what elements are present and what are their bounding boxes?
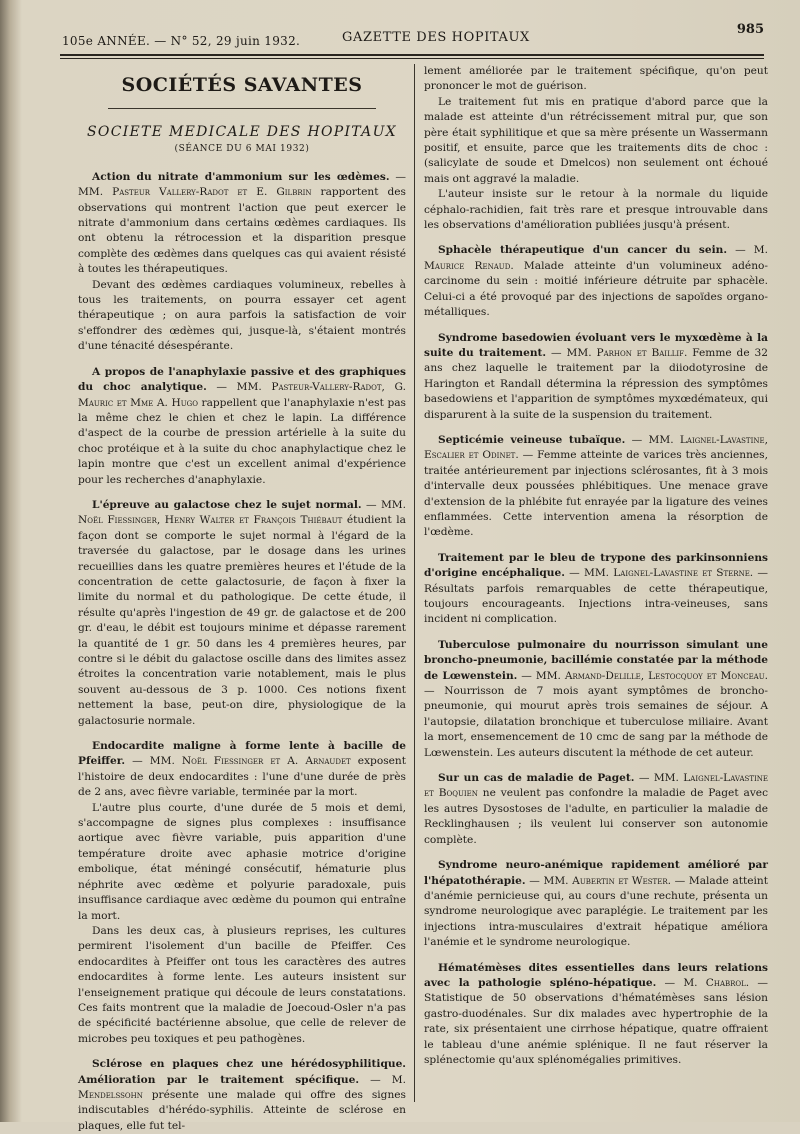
article-title: Septicémie veineuse tubaïque. (438, 433, 626, 446)
article-entry (424, 858, 768, 950)
article-title: Sclérose en plaques chez une hérédosyphilitique. Amélioration par le traitement spécifique. (78, 1058, 406, 1086)
article-text: lement améliorée par le traitement spécifique, qu'on peut prononcer le mot de guérison. (424, 65, 768, 93)
journal-title: GAZETTE DES HOPITAUX (342, 30, 530, 45)
article-paragraph: L'autre plus courte, d'une durée de 5 mois et demi, s'accompagne de signes plus complexes : insuffisance aortique avec fièvre variable, puis apparition d'une température droite avec aphasie motrice d'origine embolique, état méningé consécutif, hématurie plus néphrite avec œdème et polyurie paradoxale, puis insuffisance cardiaque avec œdème du poumon qui entraîne la mort. (78, 801, 406, 922)
article-authors: — MM. Noël Fiessinger et A. Arnaudet (125, 755, 351, 768)
article-text: — Malade atteint d'anémie pernicieuse qui, au cours d'une rechute, présenta un syndrome neurologique avec paraplégie. Le traitement par les injections intra-musculaires d'extrait hépatique améliora l'anémie et le syndrome neurologique. (424, 874, 768, 949)
section-title: SOCIÉTÉS SAVANTES (121, 74, 363, 96)
article-entry (424, 638, 768, 761)
column-divider (414, 64, 415, 1102)
article-authors: — MM. Parhon et Baillif. (546, 346, 688, 359)
article-title: Syndrome neuro-anémique rapidement amélioré par l'hépatothérapie. (424, 859, 768, 887)
article-text: — Résultats parfois remarquables de cette thérapeutique, toujours encourageants. Injections intra-veineuses, sans incident ni complication. (424, 567, 768, 626)
article-entry (424, 331, 768, 423)
article-entry (78, 170, 406, 355)
header-rule (60, 54, 764, 59)
article-text: — Statistique de 50 observations d'hématémèses sans lésion gastro-duodénales. Sur dix malades avec hypertrophie de la rate, six présentaient une cirrhose hépatique, quatre offraient le tableau d'une anémie splénique. Il ne faut réserver la splénectomie qu'aux splénomégalies primitives. (424, 976, 768, 1066)
article-text: rapportent des observations qui montrent l'action que peut exercer le nitrate d'ammonium dans certains œdèmes cardiaques. Ils ont obtenu la rétrocession et la disparition presque complète des œdèmes dans quelques cas qui avaient résisté à toutes les thérapeutiques. (78, 186, 406, 276)
article-entry (424, 433, 768, 541)
article-entry (424, 771, 768, 848)
article-title: A propos de l'anaphylaxie passive et des graphiques du choc analytique. (78, 365, 406, 394)
title-rule (108, 108, 376, 109)
article-paragraph: L'auteur insiste sur le retour à la normale du liquide céphalo-rachidien, fait très rare et presque introuvable dans les observations d'amélioration publiées jusqu'à présent. (424, 188, 768, 232)
article-text: présente une malade qui offre des signes indiscutables d'hérédo-syphilis. Atteinte de sclérose en plaques, elle fut tel- (78, 1088, 406, 1132)
article-authors: — MM. Laignel-Lavastine et Boquien (424, 772, 769, 800)
article-entry (78, 1057, 406, 1134)
article-authors: — MM. Pasteur Vallery-Radot et E. Gilbrin (78, 170, 407, 199)
article-entry (424, 243, 768, 320)
page-number: 985 (736, 22, 764, 37)
article-entry (78, 498, 406, 729)
article-title: Hématémèses dites essentielles dans leurs relations avec la pathologie spléno-hépatique. (424, 961, 768, 989)
article-title: Sphacèle thérapeutique d'un cancer du sein. (438, 244, 728, 257)
seance-date: (SÉANCE DU 6 MAI 1932) (174, 144, 310, 155)
issue-line: 105e ANNÉE. — N° 52, 29 juin 1932. (62, 34, 301, 48)
article-authors: — MM. Aubertin et Wester. (525, 874, 671, 887)
article-text: exposent l'histoire de deux endocardites : l'une d'une durée de près de 2 ans, avec fièvre variable, terminée par la mort. (78, 755, 406, 799)
article-authors: — M. Maurice Renaud. (424, 244, 768, 272)
article-paragraph: Devant des œdèmes cardiaques volumineux, rebelles à tous les traitements, on pourra essayer cet agent thérapeutique ; on aura parfois la satisfaction de voir s'effondrer des œdèmes qui, jusque-là, s'étaient montrés d'une ténacité désespérante. (78, 278, 406, 353)
article-authors: — M. Chabrol. (656, 976, 750, 989)
article-authors: — MM. Laignel-Lavastine, Escalier et Odinet. (424, 433, 768, 462)
article-text: — Nourrisson de 7 mois ayant symptômes de broncho-pneumonie, qui mourut après trois semaines de séjour. A l'autopsie, dilatation bronchique et tuberculose miliaire. Avant la mort, ensemencement de 10 cmc de sang par la méthode de Lœwenstein. Les auteurs discutent la méthode de cet auteur. (424, 685, 768, 759)
article-text: Femme de 32 ans chez laquelle le traitement par la diiodotyrosine de Harington et Randall détermina la répression des symptômes basedowiens et l'apparition de symptômes myxœdémateux, qui disparurent à la suite de la suspension du traitement. (424, 346, 768, 421)
article-title: Sur un cas de maladie de Paget. (438, 772, 635, 785)
society-name: SOCIETE MEDICALE DES HOPITAUX (87, 124, 397, 140)
article-title: Syndrome basedowien évoluant vers le myxœdème à la suite du traitement. (424, 331, 768, 359)
article-entry (78, 365, 406, 488)
article-authors: — M. Mendelssohn (78, 1073, 407, 1101)
article-title: Traitement par le bleu de trypone des parkinsonniens d'origine encéphalique. (424, 551, 768, 580)
article-title: Action du nitrate d'ammonium sur les œdèmes. (92, 170, 390, 183)
article-title: L'épreuve au galactose chez le sujet normal. (92, 498, 362, 511)
article-entry (78, 739, 406, 1047)
page-header (62, 22, 768, 52)
article-authors: — MM. Laignel-Lavastine et Sterne. (564, 567, 754, 580)
article-entry (424, 961, 768, 1069)
article-text: étudient la façon dont se comporte le sujet normal à l'égard de la traversée du galactose, par le dosage dans les urines recueillies dans les quatre premières heures et l'étude de la concentration de cette galactosurie, de façon à fixer la limite du normal et du pathologique. De cette étude, il résulte qu'après l'ingestion de 49 gr. de galactose et de 200 gr. d'eau, le débit est toujours minime et dépasse rarement la quantité de 1 gr. 50 dans les 4 premières heures, par contre si le débit du galactose oscille dans des limites assez étroites la concentration varie notablement, mais le plus souvent au-dessous de 3 p. 1000. Ces notions fixent nettement la base, peut-on dire, physiologique de la galactosurie normale. (78, 514, 406, 727)
article-paragraph: Le traitement fut mis en pratique d'abord parce que la malade est atteinte d'un rétrécissement mitral pur, que son père était syphilitique et que sa mère présente un Wassermann positif, et ensuite, parce que les traitements dits de choc : (salicylate de soude et Dmelcos) non seulement ont échoué mais ont aggravé la maladie. (424, 95, 768, 185)
article-text: — Femme atteinte de varices très anciennes, traitée antérieurement par injections sclérosantes, fit à 3 mois d'intervalle deux poussées phlébitiques. Une menace grave d'extension de la phlébite fut enrayée par la ligature des veines enflammées. Cette intervention amena la résorption de l'œdème. (424, 449, 768, 539)
article-authors: — MM. Armand-Delille, Lestocquoy et Monceau. (517, 669, 768, 682)
article-entry (424, 551, 768, 628)
left-column (78, 64, 407, 1132)
article-text: rappellent que l'anaphylaxie n'est pas la même chez le chien et chez le lapin. La différence d'aspect de la courbe de pression artérielle à la suite du choc protéique et à la suite du choc anaphylactique chez le lapin montre que c'est un excellent animal d'expérience pour les recherches d'anaphylaxie. (78, 396, 406, 486)
article-entry (424, 64, 768, 233)
article-paragraph: Dans les deux cas, à plusieurs reprises, les cultures permirent l'isolement d'un bacille de Pfeiffer. Ces endocardites à Pfeiffer ont tous les caractères des autres endocardites à forme lente. Les auteurs insistent sur l'enseignement pratique qui découle de leurs constatations. Ces faits montrent que la maladie de Joecoud-Osler n'a pas de spécificité bactérienne absolue, que celle de relever de microbes peu toxiques et peu pathogènes. (78, 924, 406, 1045)
article-text: ne veulent pas confondre la maladie de Paget avec les autres Dysostoses de l'adulte, en particulier la maladie de Recklinghausen ; ils veulent lui conserver son autonomie complète. (424, 787, 769, 846)
article-authors: — MM. Noël Fiessinger, Henry Walter et François Thiébaut (78, 498, 406, 527)
article-text: Malade atteinte d'un volumineux adéno-carcinome du sein : moitié inférieure détruite par sphacèle. Celui-ci a été provoqué par des injections de sapoïdes organo-métalliques. (424, 259, 768, 319)
right-column (424, 64, 768, 1106)
article-title: Endocardite maligne à forme lente à bacille de Pfeiffer. (78, 740, 406, 768)
article-authors: — MM. Pasteur-Vallery-Radot, G. Mauric et Mme A. Hugo (78, 381, 406, 409)
article-title: Tuberculose pulmonaire du nourrisson simulant une broncho-pneumonie, bacillémie constatée par la méthode de Lœwenstein. (424, 638, 768, 682)
